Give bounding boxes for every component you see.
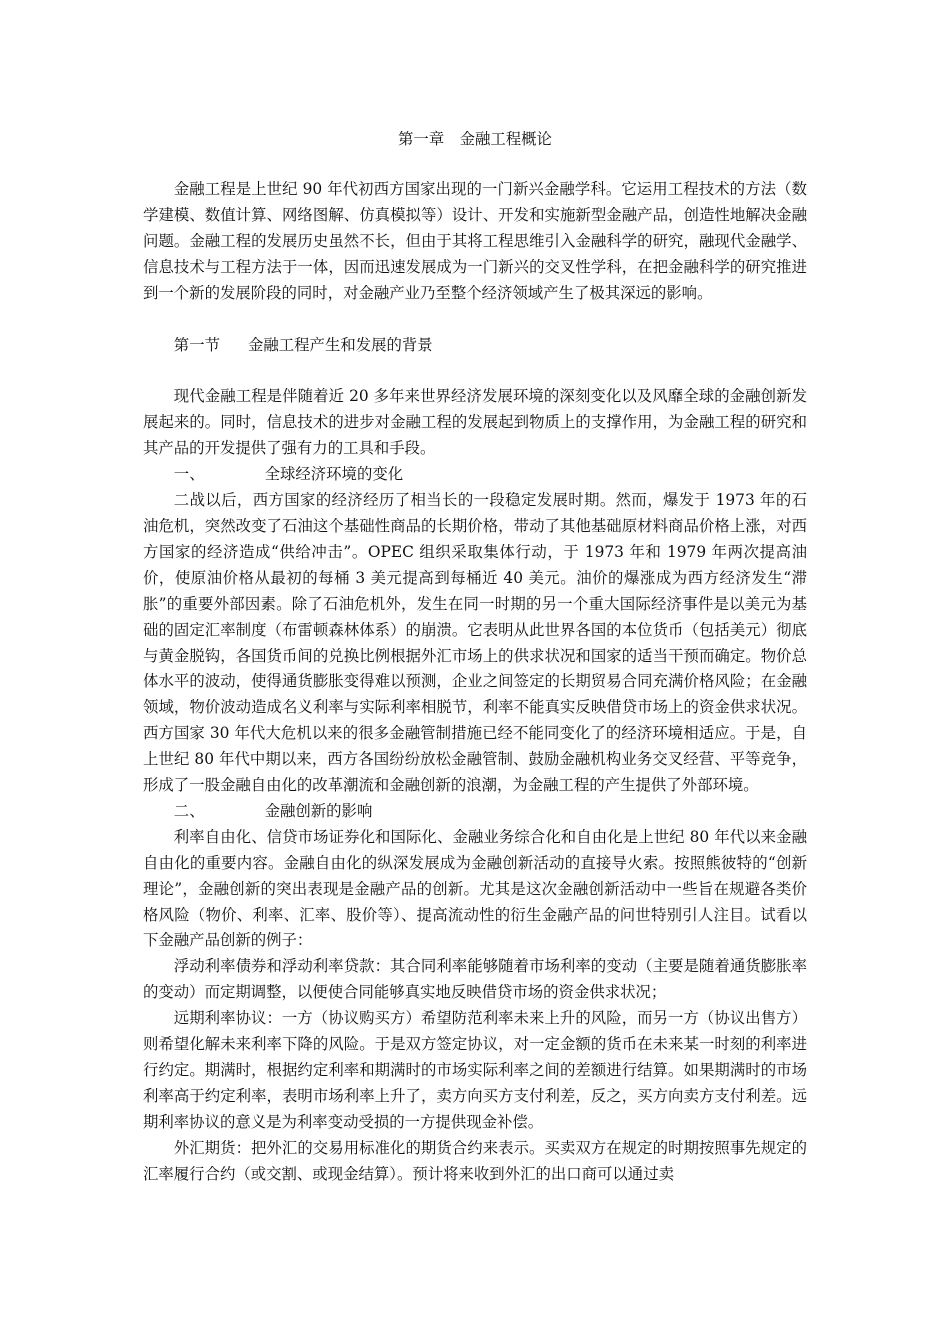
subheading-number: 一、 [173,465,205,484]
section-paragraph: 现代金融工程是伴随着近 20 多年来世界经济发展环境的深刻变化以及风靡全球的金融创新发展起来的。同时，信息技术的进步对金融工程的发展起到物质上的支撑作用，为金融工程的研究和其产品的开发提供了强有力的工具和手段。 [143,387,807,458]
body-paragraph: 外汇期货：把外汇的交易用标准化的期货合约来表示。买卖双方在规定的时期按照事先规定的汇率履行合约（或交割、或现金结算）。预计将来收到外汇的出口商可以通过卖 [143,1138,807,1183]
subheading-number: 二、 [173,801,205,820]
section-heading [143,333,807,359]
body-paragraph: 浮动利率债券和浮动利率贷款：其合同利率能够随着市场利率的变动（主要是随着通货膨胀率的变动）而定期调整，以便使合同能够真实地反映借贷市场的资金供求状况； [143,957,807,1002]
subheading-1 [143,462,807,488]
section-number: 第一节 [173,335,220,354]
body-paragraph: 二战以后，西方国家的经济经历了相当长的一段稳定发展时期。然而，爆发于 1973 年的石油危机，突然改变了石油这个基础性商品的长期价格，带动了其他基础原材料商品价格上涨，对西方国家的经济造成“供给冲击”。OPEC 组织采取集体行动，于 1973 年和 1979 年两次提高油价，使原油价格从最初的每桶 3 美元提高到每桶近 40 美元。油价的爆涨成为西方经济发生“滞胀”的重要外部因素。除了石油危机外，发生在同一时期的另一个重大国际经济事件是以美元为基础的固定汇率制度（布雷顿森林体系）的崩溃。它表明从此世界各国的本位货币（包括美元）彻底与黄金脱钩，各国货币间的兑换比例根据外汇市场上的供求状况和国家的适当干预而确定。物价总体水平的波动，使得通货膨胀变得难以预测，企业之间签定的长期贸易合同充满价格风险；在金融领域，物价波动造成名义利率与实际利率相脱节，利率不能真实反映借贷市场上的资金供求状况。西方国家 30 年代大危机以来的很多金融管制措施已经不能同变化了的经济环境相适应。于是，自上世纪 80 年代中期以来，西方各国纷纷放松金融管制、鼓励金融机构业务交叉经营、平等竞争，形成了一股金融自由化的改革潮流和金融创新的浪潮，为金融工程的产生提供了外部环境。 [143,491,807,795]
subheading-2 [143,799,807,825]
subheading-title: 全球经济环境的变化 [264,465,404,484]
section-title: 金融工程产生和发展的背景 [247,335,433,354]
body-paragraph: 利率自由化、信贷市场证券化和国际化、金融业务综合化和自由化是上世纪 80 年代以来金融自由化的重要内容。金融自由化的纵深发展成为金融创新活动的直接导火索。按照熊彼特的“创新理论”，金融创新的突出表现是金融产品的创新。尤其是这次金融创新活动中一些旨在规避各类价格风险（物价、利率、汇率、股价等）、提高流动性的衍生金融产品的问世特别引人注目。试看以下金融产品创新的例子： [143,827,807,950]
intro-paragraph: 金融工程是上世纪 90 年代初西方国家出现的一门新兴金融学科。它运用工程技术的方法（数学建模、数值计算、网络图解、仿真模拟等）设计、开发和实施新型金融产品，创造性地解决金融问题。金融工程的发展历史虽然不长，但由于其将工程思维引入金融科学的研究，融现代金融学、信息技术与工程方法于一体，因而迅速发展成为一门新兴的交叉性学科，在把金融科学的研究推进到一个新的发展阶段的同时，对金融产业乃至整个经济领域产生了极其深远的影响。 [143,180,807,302]
chapter-title: 第一章 金融工程概论 [398,130,552,148]
subheading-title: 金融创新的影响 [264,801,373,820]
body-paragraph: 远期利率协议：一方（协议购买方）希望防范利率未来上升的风险，而另一方（协议出售方）则希望化解未来利率下降的风险。于是双方签定协议，对一定金额的货币在未来某一时刻的利率进行约定。期满时，根据约定利率和期满时的市场实际利率之间的差额进行结算。如果期满时的市场利率高于约定利率，表明市场利率上升了，卖方向买方支付利差，反之，买方向卖方支付利差。远期利率协议的意义是为利率变动受损的一方提供现金补偿。 [143,1009,807,1131]
